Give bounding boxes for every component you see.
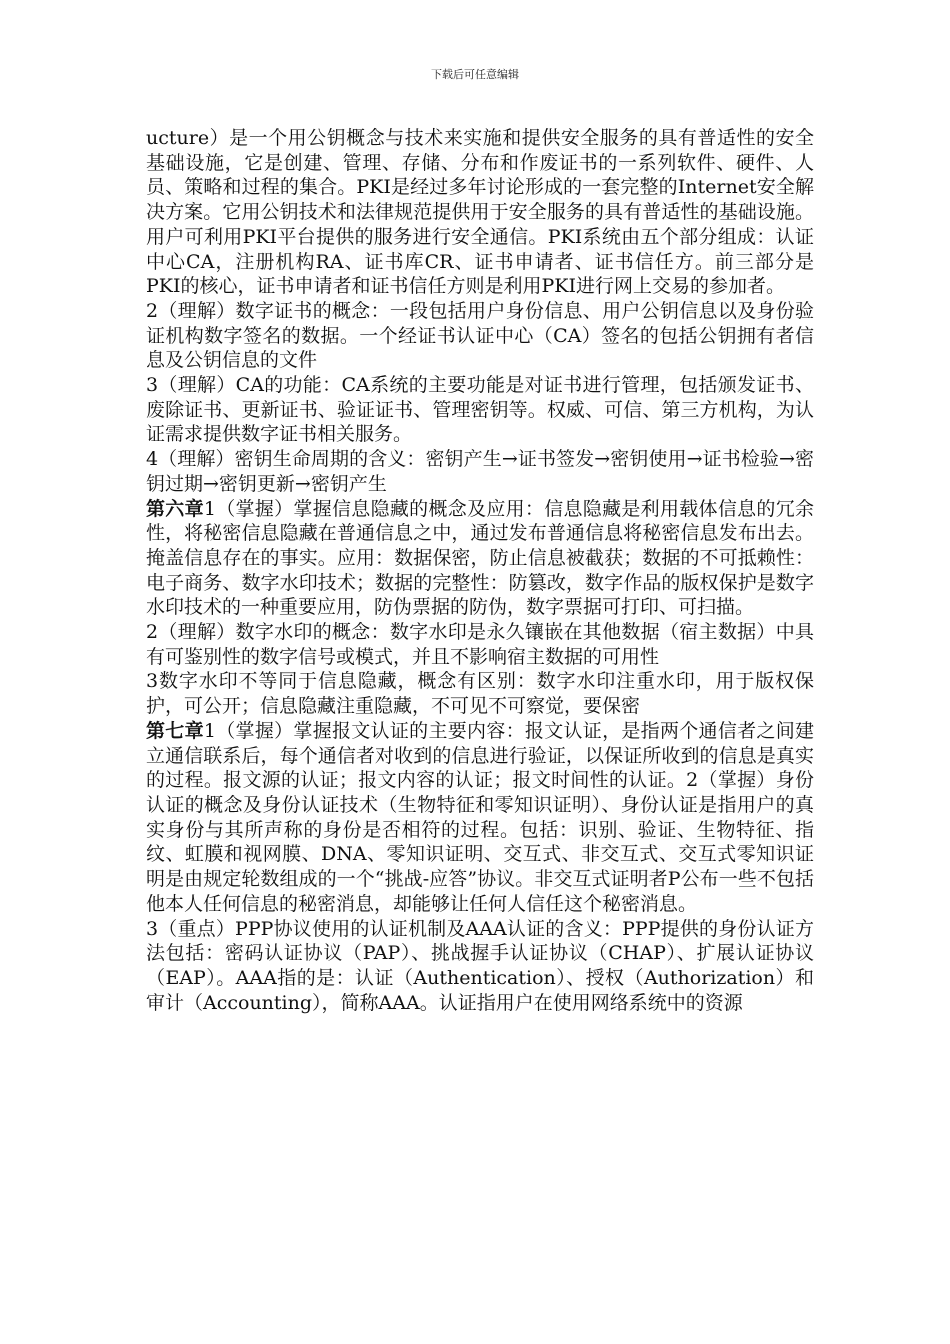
page-header: 下载后可任意编辑 [431, 68, 519, 81]
paragraph-key-lifecycle [146, 447, 814, 496]
paragraph-chapter-7 [146, 719, 814, 917]
paragraph-text: 3（重点）PPP协议使用的认证机制及AAA认证的含义：PPP提供的身份认证方法包括：密码认证协议（PAP）、挑战握手认证协议（CHAP）、扩展认证协议（EAP）。AAA指的是：认证（Authentication）、授权（Authorization）和审计（Accounting），简称AAA。认证指用户在使用网络系统中的资源 [146, 917, 814, 1014]
paragraph-ppp-aaa [146, 917, 814, 1016]
paragraph-text: 1（掌握）掌握信息隐藏的概念及应用：信息隐藏是利用载体信息的冗余性，将秘密信息隐藏在普通信息之中，通过发布普通信息将秘密信息发布出去。掩盖信息存在的事实。应用：数据保密，防止信息被截获；数据的不可抵赖性：电子商务、数字水印技术；数据的完整性：防篡改，数字作品的版权保护是数字水印技术的一种重要应用，防伪票据的防伪，数字票据可打印、可扫描。 [146, 497, 814, 619]
paragraph-text: 4（理解）密钥生命周期的含义：密钥产生→证书签发→密钥使用→证书检验→密钥过期→密钥更新→密钥产生 [146, 448, 814, 495]
paragraph-text: 2（理解）数字证书的概念：一段包括用户身份信息、用户公钥信息以及身份验证机构数字签名的数据。一个经证书认证中心（CA）签名的包括公钥拥有者信息及公钥信息的文件 [146, 299, 814, 372]
paragraph-pki-definition [146, 126, 814, 299]
paragraph-text: 3数字水印不等同于信息隐藏，概念有区别：数字水印注重水印，用于版权保护，可公开；信息隐藏注重隐藏，不可见不可察觉，要保密 [146, 670, 814, 718]
paragraph-text: 1（掌握）掌握报文认证的主要内容：报文认证，是指两个通信者之间建立通信联系后，每个通信者对收到的信息进行验证，以保证所收到的信息是真实的过程。报文源的认证；报文内容的认证；报文时间性的认证。2（掌握）身份认证的概念及身份认证技术（生物特征和零知识证明）、身份认证是指用户的真实身份与其所声称的身份是否相符的过程。包括：识别、验证、生物特征、指纹、虹膜和视网膜、DNA、零知识证明、交互式、非交互式、交互式零知识证明是由规定轮数组成的一个“挑战-应答”协议。非交互式证明者P公布一些不包括他本人任何信息的秘密消息，却能够让任何人信任这个秘密消息。 [146, 719, 814, 915]
paragraph-chapter-6 [146, 497, 814, 621]
chapter-heading: 第七章 [146, 719, 204, 742]
paragraph-watermark-concept [146, 620, 814, 669]
document-body [146, 126, 814, 1015]
paragraph-digital-certificate [146, 299, 814, 373]
paragraph-watermark-vs-hiding [146, 669, 814, 718]
paragraph-text: 3（理解）CA的功能：CA系统的主要功能是对证书进行管理，包括颁发证书、废除证书、更新证书、验证证书、管理密钥等。权威、可信、第三方机构，为认证需求提供数字证书相关服务。 [146, 374, 814, 446]
paragraph-ca-function [146, 373, 814, 447]
paragraph-text: ucture）是一个用公钥概念与技术来实施和提供安全服务的具有普适性的安全基础设施，它是创建、管理、存储、分布和作废证书的一系列软件、硬件、人员、策略和过程的集合。PKI是经过多年讨论形成的一套完整的Internet安全解决方案。它用公钥技术和法律规范提供用于安全服务的具有普适性的基础设施。用户可利用PKI平台提供的服务进行安全通信。PKI系统由五个部分组成：认证中心CA，注册机构RA、证书库CR、证书申请者、证书信任方。前三部分是PKI的核心，证书申请者和证书信任方则是利用PKI进行网上交易的参加者。 [146, 127, 814, 298]
paragraph-text: 2（理解）数字水印的概念：数字水印是永久镶嵌在其他数据（宿主数据）中具有可鉴别性的数字信号或模式，并且不影响宿主数据的可用性 [146, 621, 814, 668]
chapter-heading: 第六章 [146, 497, 204, 520]
